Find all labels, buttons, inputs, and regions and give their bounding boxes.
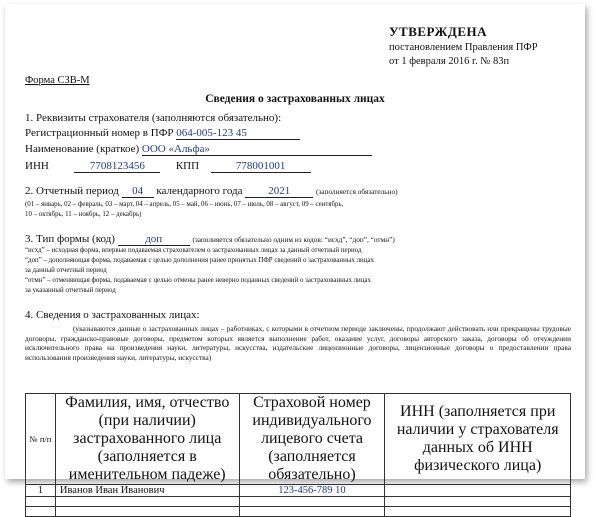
col-header-inn — [385, 394, 571, 485]
row-fio-cell[interactable]: Иванов Иван Иванович — [55, 485, 239, 497]
year-field[interactable]: 2021 — [245, 185, 313, 198]
period-row — [25, 185, 398, 198]
table-row — [26, 485, 571, 497]
form-type-codes-note: (заполняется обязательно одним из кодов: “исхд”, “доп”, “отмн”) — [192, 235, 395, 244]
col-header-fio-main: Фамилия, имя, отчество — [65, 394, 230, 411]
section4-heading: 4. Сведения о застрахованных лицах: — [25, 309, 200, 321]
col-header-snils-main: Страховой номер индивидуального лицевого счета — [252, 394, 372, 447]
form-type-field[interactable]: доп — [118, 233, 190, 246]
col-header-snils — [239, 394, 385, 485]
col-header-inn-main: ИНН — [400, 403, 435, 420]
type-dop-desc-2: за данный отчетный период — [25, 267, 107, 274]
type-ishd-desc: “исхд” – исходная форма, впервые подаваемая страхователем о застрахованных лицах за данный отчетный период — [25, 247, 362, 254]
period-field[interactable]: 04 — [122, 185, 154, 198]
empty-cell[interactable] — [55, 507, 239, 517]
empty-cell[interactable] — [385, 507, 571, 517]
approval-line-1: постановлением Правления ПФР — [389, 42, 538, 53]
reg-number-label: Регистрационный номер в ПФР — [25, 127, 174, 139]
form-code: Форма СЗВ-М — [25, 75, 90, 86]
months-legend-line-2: 10 – октябрь, 11 – ноябрь, 12 – декабрь) — [25, 211, 142, 218]
row-number-cell[interactable]: 1 — [26, 485, 56, 497]
empty-cell[interactable] — [55, 497, 239, 507]
org-name-label: Наименование (краткое) — [25, 143, 140, 155]
col-header-fio-note-1: (при наличии) — [98, 412, 196, 429]
empty-cell[interactable] — [239, 497, 385, 507]
row-inn-cell[interactable] — [385, 485, 571, 497]
kpp-label: КПП — [175, 160, 200, 172]
approval-line-2: от 1 февраля 2016 г. № 83п — [389, 56, 510, 67]
months-legend-line-1: (01 – январь, 02 – февраль, 03 – март, 04 – апрель, 05 – май, 06 – июнь, 07 – июль, 08 – август, 09 – сентябрь, — [25, 201, 344, 208]
empty-cell[interactable] — [26, 497, 56, 507]
type-dop-desc: “доп” – дополняющая форма, подаваемая с целью дополнения ранее принятых ПФР сведений о застрахованных лицах — [25, 257, 374, 264]
org-name-row — [25, 143, 372, 156]
org-name-field[interactable]: ООО «Альфа» — [142, 143, 372, 156]
document-title: Сведения о застрахованных лицах — [205, 93, 385, 105]
period-required-note: (заполняется обязательно) — [316, 187, 398, 196]
col-header-number: № п/п — [26, 394, 56, 485]
document-sheet — [5, 4, 585, 496]
col-header-snils-note: (заполняется обязательно) — [268, 448, 356, 483]
empty-cell[interactable] — [239, 507, 385, 517]
inn-kpp-row — [25, 160, 311, 173]
reg-number-row — [25, 127, 300, 140]
kpp-field[interactable]: 778001001 — [211, 160, 311, 173]
col-header-inn-note: (заполняется при наличии у страхователя данных об ИНН физического лица) — [396, 403, 559, 474]
approval-title: УТВЕРЖДЕНА — [389, 24, 488, 39]
col-header-fio-main-2: застрахованного лица — [73, 430, 222, 447]
reg-number-field[interactable]: 064-005-123 45 — [176, 127, 300, 140]
row-snils-cell[interactable]: 123-456-789 10 — [239, 485, 385, 497]
insured-persons-table — [25, 393, 571, 517]
table-row-empty — [26, 497, 571, 507]
section4-description: (указываются данные о застрахованных лицах – работниках, с которыми в отчетном периоде заключены, продолжают действовать или прекращены трудовые договоры, гражданско-правовые договоры, предметом которых является выполнение работ, оказание услуг, договоры авторского заказа, договоры об отчуждении исключительного права на произведения науки, литературы, искусства, издательские лицензионные договоры, лицензионные договоры о предоставлении права использования произведения науки, литературы, искусства) — [25, 324, 571, 362]
inn-field[interactable]: 7708123456 — [74, 160, 160, 173]
col-header-fio — [55, 394, 239, 485]
table-row-empty — [26, 507, 571, 517]
col-header-fio-note-2: (заполняется в именительном падеже) — [68, 448, 226, 483]
section1-heading: 1. Реквизиты страхователя (заполняются обязательно): — [25, 112, 282, 124]
empty-cell[interactable] — [26, 507, 56, 517]
year-label: календарного года — [156, 185, 243, 197]
type-otmn-desc-2: за указанный отчетный период — [25, 287, 116, 294]
empty-cell[interactable] — [385, 497, 571, 507]
table-header-row — [26, 394, 571, 485]
form-type-label: 3. Тип формы (код) — [25, 233, 115, 245]
period-label: 2. Отчетный период — [25, 185, 119, 197]
inn-label: ИНН — [25, 160, 49, 172]
type-otmn-desc: “отмн” – отменяющая форма, подаваемая с целью отмены ранее неверно поданных сведений о застрахованных лицах — [25, 277, 371, 284]
form-type-row — [25, 233, 395, 246]
